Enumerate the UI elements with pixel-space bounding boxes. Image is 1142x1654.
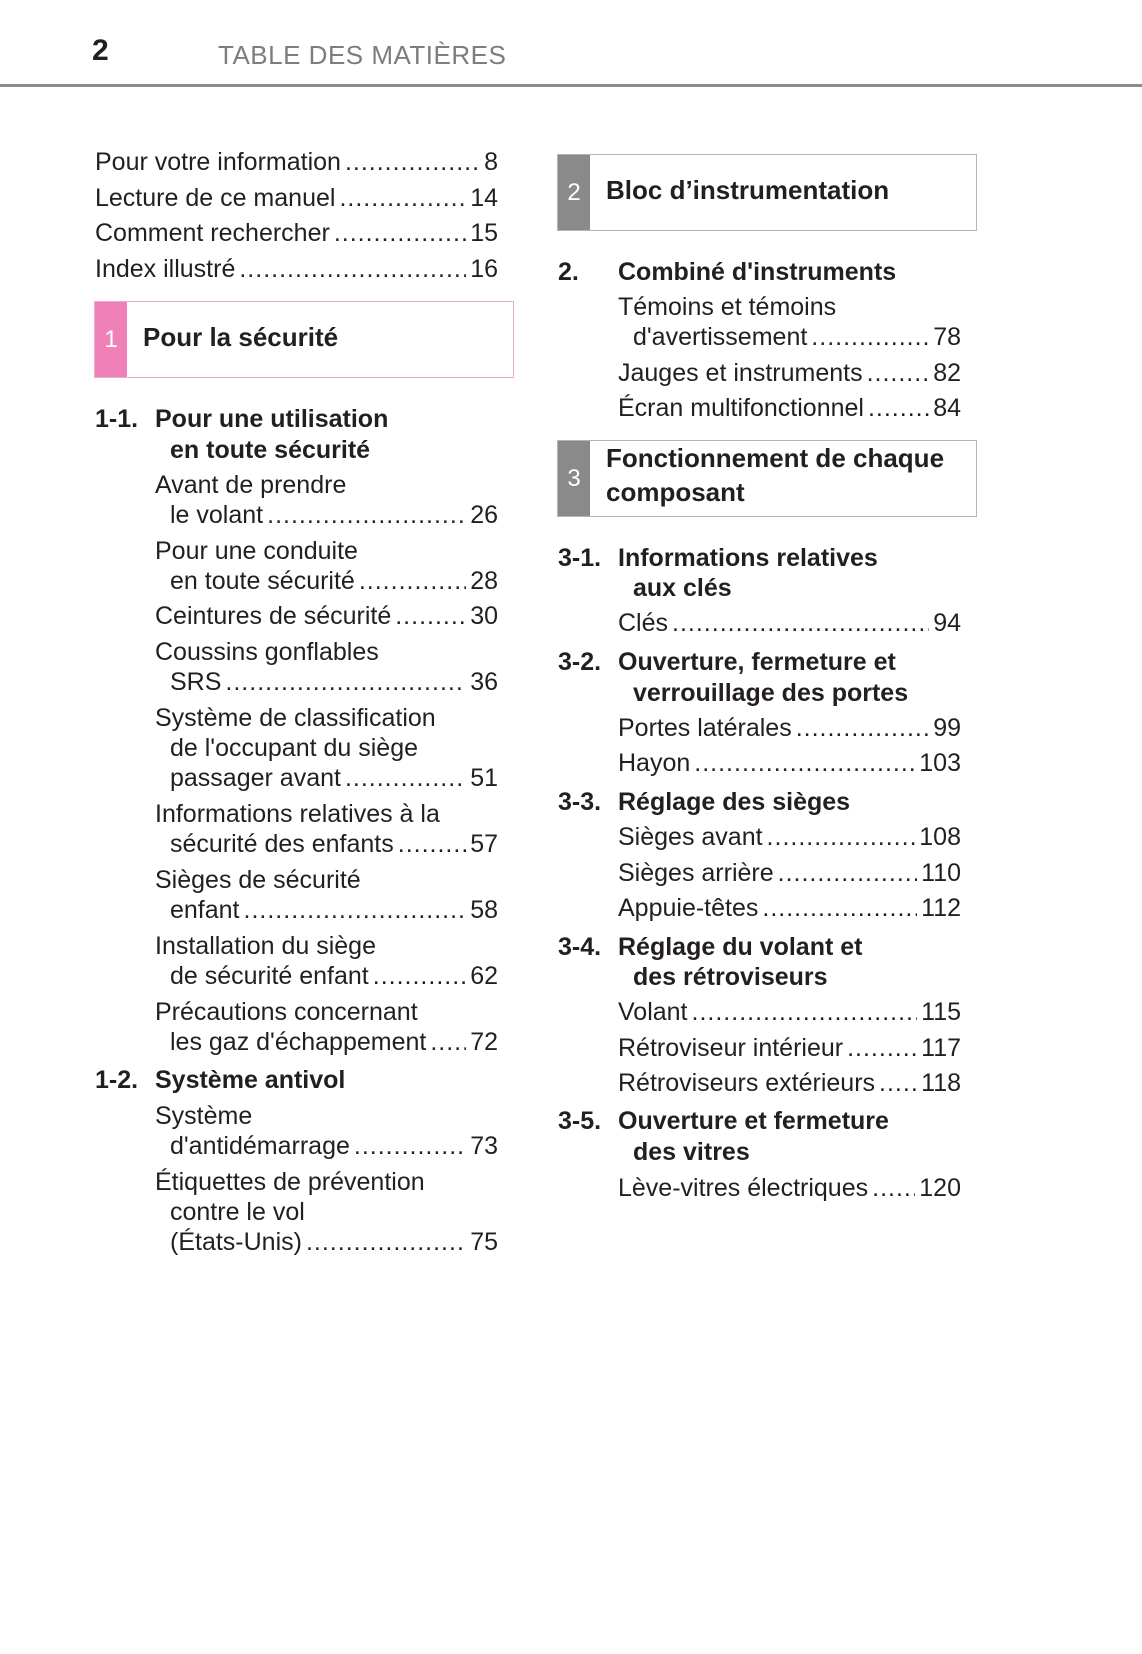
toc-entry-label: les gaz d'échappement <box>170 1028 427 1056</box>
toc-entry-page: 8 <box>484 148 498 176</box>
dot-leader <box>868 392 929 424</box>
dot-leader <box>359 565 466 597</box>
chapter-1-tab: 1 <box>95 302 127 377</box>
section-heading-3-1 <box>558 542 601 574</box>
toc-entry-label: Lève-vitres électriques <box>618 1174 869 1202</box>
toc-entry-label: Informations relatives à la <box>155 800 440 828</box>
toc-entry[interactable] <box>618 857 961 889</box>
dot-leader <box>762 892 917 924</box>
toc-entry-label: enfant <box>170 896 240 924</box>
toc-entry-page: 118 <box>921 1069 961 1097</box>
dot-leader <box>796 712 929 744</box>
toc-entry-page: 36 <box>470 668 498 696</box>
toc-entry[interactable] <box>170 1026 498 1058</box>
toc-entry-label: Sièges avant <box>618 823 763 851</box>
toc-entry-label: passager avant <box>170 764 341 792</box>
chapter-3-box[interactable] <box>557 440 977 517</box>
toc-entry-page: 110 <box>921 859 961 887</box>
toc-entry-page: 14 <box>470 184 498 212</box>
toc-entry[interactable] <box>95 182 498 214</box>
toc-entry[interactable] <box>618 1172 961 1204</box>
toc-entry-label: Comment rechercher <box>95 219 330 247</box>
dot-leader <box>267 499 466 531</box>
toc-entry-page: 28 <box>470 567 498 595</box>
toc-entry[interactable] <box>170 1226 498 1258</box>
toc-entry[interactable] <box>155 600 498 632</box>
section-code: 3-1. <box>558 544 602 572</box>
section-code: 3-3. <box>558 788 602 816</box>
section-heading-3-5 <box>558 1105 601 1137</box>
chapter-1-title: Pour la sécurité <box>143 322 339 352</box>
dot-leader <box>306 1226 466 1258</box>
toc-entry-page: 73 <box>470 1132 498 1160</box>
page-header <box>0 0 1142 90</box>
chapter-2-title: Bloc d’instrumentation <box>606 175 890 205</box>
toc-entry-label: Sièges de sécurité <box>155 866 361 894</box>
section-title: Combiné d'instruments <box>618 258 897 286</box>
chapter-1-box[interactable] <box>94 301 514 378</box>
dot-leader <box>395 600 466 632</box>
toc-entry[interactable] <box>95 217 498 249</box>
toc-entry-label: Volant <box>618 998 688 1026</box>
toc-entry[interactable] <box>618 712 961 744</box>
toc-entry-page: 62 <box>470 962 498 990</box>
toc-entry-label: Précautions concernant <box>155 998 418 1026</box>
toc-entry-label: Système <box>155 1102 253 1130</box>
section-code: 3-5. <box>558 1107 602 1135</box>
toc-entry-label: Clés <box>618 609 669 637</box>
toc-entry-page: 15 <box>470 219 498 247</box>
toc-entry[interactable] <box>618 747 961 779</box>
section-title-cont: des rétroviseurs <box>633 963 828 991</box>
chapter-3-tab: 3 <box>558 441 590 516</box>
toc-entry-label: Jauges et instruments <box>618 359 863 387</box>
toc-entry-label: Avant de prendre <box>155 471 347 499</box>
toc-entry[interactable] <box>170 1130 498 1162</box>
toc-entry-label: Étiquettes de prévention <box>155 1168 425 1196</box>
dot-leader <box>694 747 915 779</box>
dot-leader <box>879 1067 917 1099</box>
toc-entry-page: 78 <box>933 323 961 351</box>
toc-entry-label: Portes latérales <box>618 714 792 742</box>
toc-entry[interactable] <box>95 146 498 178</box>
toc-entry[interactable] <box>170 894 498 926</box>
toc-entry[interactable] <box>618 996 961 1028</box>
section-title: Informations relatives <box>618 544 878 572</box>
toc-entry-label: sécurité des enfants <box>170 830 394 858</box>
toc-entry-page: 75 <box>470 1228 498 1256</box>
section-code: 1-2. <box>95 1066 139 1094</box>
section-title-cont: verrouillage des portes <box>633 679 909 707</box>
toc-entry-page: 72 <box>470 1028 498 1056</box>
toc-entry-page: 82 <box>933 359 961 387</box>
dot-leader <box>847 1032 917 1064</box>
toc-entry-label: en toute sécurité <box>170 567 355 595</box>
dot-leader <box>430 1026 466 1058</box>
toc-entry-label: Rétroviseurs extérieurs <box>618 1069 876 1097</box>
dot-leader <box>811 321 929 353</box>
toc-entry[interactable] <box>170 762 498 794</box>
toc-entry-label: le volant <box>170 501 264 529</box>
section-heading-3-2 <box>558 646 601 678</box>
toc-entry-label: Rétroviseur intérieur <box>618 1034 844 1062</box>
toc-entry-label: Lecture de ce manuel <box>95 184 336 212</box>
toc-entry[interactable] <box>618 607 961 639</box>
section-title: Ouverture et fermeture <box>618 1107 889 1135</box>
toc-entry-label: Témoins et témoins <box>618 293 837 321</box>
toc-entry-page: 30 <box>470 602 498 630</box>
dot-leader <box>239 253 466 285</box>
toc-entry-page: 57 <box>470 830 498 858</box>
section-heading-3-3 <box>558 786 601 818</box>
toc-entry-page: 26 <box>470 501 498 529</box>
toc-entry-page: 99 <box>933 714 961 742</box>
toc-entry-page: 58 <box>470 896 498 924</box>
toc-entry-page: 84 <box>933 394 961 422</box>
section-code: 3-2. <box>558 648 602 676</box>
dot-leader <box>244 894 467 926</box>
section-heading-2 <box>558 256 579 288</box>
chapter-3-title-cont: composant <box>606 477 745 507</box>
toc-entry[interactable] <box>170 499 498 531</box>
toc-entry-page: 103 <box>919 749 961 777</box>
toc-entry-label: contre le vol <box>170 1198 305 1226</box>
toc-entry[interactable] <box>618 1067 961 1099</box>
chapter-3-title: Fonctionnement de chaque <box>606 443 945 473</box>
header-divider <box>0 84 1142 87</box>
section-title-cont: en toute sécurité <box>170 436 371 464</box>
toc-entry-label: Hayon <box>618 749 691 777</box>
dot-leader <box>872 1172 915 1204</box>
section-code: 2. <box>558 258 579 286</box>
dot-leader <box>672 607 929 639</box>
toc-entry-page: 117 <box>921 1034 961 1062</box>
toc-entry-page: 112 <box>921 894 961 922</box>
toc-entry-label: d'antidémarrage <box>170 1132 350 1160</box>
toc-entry-label: Coussins gonflables <box>155 638 379 666</box>
toc-entry-label: Appuie-têtes <box>618 894 759 922</box>
dot-leader <box>334 217 466 249</box>
toc-entry-label: Index illustré <box>95 255 236 283</box>
section-title-cont: aux clés <box>633 574 732 602</box>
toc-entry[interactable] <box>170 828 498 860</box>
toc-entry-label: Écran multifonctionnel <box>618 394 864 422</box>
toc-entry-label: de sécurité enfant <box>170 962 369 990</box>
chapter-2-tab: 2 <box>558 155 590 230</box>
toc-entry-label: SRS <box>170 668 222 696</box>
section-title: Pour une utilisation <box>155 405 389 433</box>
toc-entry-label: Pour une conduite <box>155 537 358 565</box>
section-title: Système antivol <box>155 1066 346 1094</box>
section-title: Réglage du volant et <box>618 933 863 961</box>
toc-entry-label: Installation du siège <box>155 932 376 960</box>
dot-leader <box>373 960 466 992</box>
section-code: 3-4. <box>558 933 602 961</box>
toc-entry[interactable] <box>618 357 961 389</box>
toc-entry-label: Sièges arrière <box>618 859 774 887</box>
dot-leader <box>767 821 916 853</box>
toc-entry-label: d'avertissement <box>633 323 808 351</box>
toc-entry[interactable] <box>170 666 498 698</box>
toc-entry-page: 94 <box>933 609 961 637</box>
dot-leader <box>867 357 930 389</box>
page-number: 2 <box>92 34 109 67</box>
toc-entry[interactable] <box>618 392 961 424</box>
toc-entry[interactable] <box>618 1032 961 1064</box>
toc-entry[interactable] <box>618 821 961 853</box>
dot-leader <box>354 1130 466 1162</box>
toc-entry-page: 120 <box>919 1174 961 1202</box>
toc-entry-page: 115 <box>921 998 961 1026</box>
toc-entry[interactable] <box>95 253 498 285</box>
chapter-2-box[interactable] <box>557 154 977 231</box>
section-heading-3-4 <box>558 931 601 963</box>
toc-entry-label: Pour votre information <box>95 148 341 176</box>
toc-entry-page: 51 <box>470 764 498 792</box>
header-title: TABLE DES MATIÈRES <box>218 40 507 70</box>
section-heading-1-1 <box>95 403 138 435</box>
toc-entry-label: Ceintures de sécurité <box>155 602 392 630</box>
dot-leader <box>225 666 466 698</box>
toc-entry-page: 108 <box>919 823 961 851</box>
dot-leader <box>778 857 918 889</box>
section-code: 1-1. <box>95 405 139 433</box>
dot-leader <box>339 182 466 214</box>
dot-leader <box>398 828 466 860</box>
toc-entry[interactable] <box>633 321 961 353</box>
toc-entry-label: (États-Unis) <box>170 1228 302 1256</box>
section-title: Ouverture, fermeture et <box>618 648 896 676</box>
toc-entry-label: Système de classification <box>155 704 436 732</box>
section-title-cont: des vitres <box>633 1138 750 1166</box>
toc-entry-label: de l'occupant du siège <box>170 734 419 762</box>
section-title: Réglage des sièges <box>618 788 851 816</box>
dot-leader <box>345 762 466 794</box>
toc-entry[interactable] <box>170 565 498 597</box>
dot-leader <box>692 996 918 1028</box>
section-heading-1-2 <box>95 1064 138 1096</box>
dot-leader <box>345 146 480 178</box>
toc-entry-page: 16 <box>470 255 498 283</box>
toc-entry[interactable] <box>170 960 498 992</box>
toc-entry[interactable] <box>618 892 961 924</box>
